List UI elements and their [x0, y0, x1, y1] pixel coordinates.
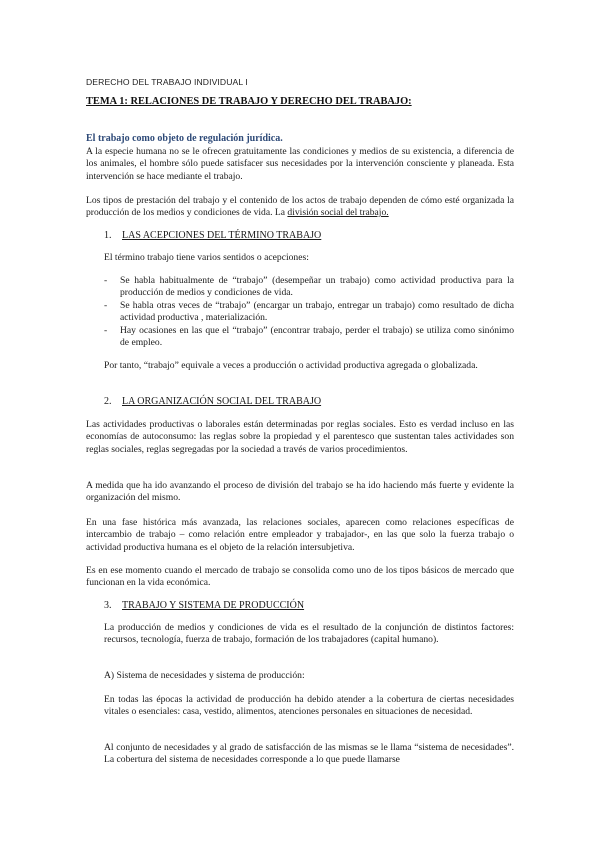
section-heading-2: [104, 396, 321, 408]
list-item: [104, 275, 514, 300]
tipos-paragraph: [86, 195, 514, 220]
section-heading-1: [104, 230, 321, 242]
section-subheading: El trabajo como objeto de regulación jurídica.: [86, 133, 283, 144]
produccion-subheading-a: A) Sistema de necesidades y sistema de producción:: [104, 670, 305, 681]
list-item: [104, 300, 514, 325]
organizacion-paragraph-4: Es en ese momento cuando el mercado de trabajo se consolida como uno de los tipos básicos de mercado que funcionan en la vida económica.: [86, 565, 514, 589]
produccion-paragraph-3: Al conjunto de necesidades y al grado de satisfacción de las mismas se le llama “sistema de necesidades”. La cobertura del sistema de necesidades corresponde a lo que puede llamarse: [104, 742, 514, 766]
produccion-paragraph-2: En todas las épocas la actividad de producción ha debido atender a la cobertura de ciertas necesidades vitales o esenciales: casa, vestido, alimentos, atenciones personales en situaciones de necesidad.: [104, 694, 514, 718]
bullet-dash: -: [104, 275, 108, 286]
document-header: DERECHO DEL TRABAJO INDIVIDUAL I: [86, 77, 248, 87]
list-item: [104, 325, 514, 350]
intro-paragraph: A la especie humana no se le ofrecen gratuitamente las condiciones y medios de su existencia, a diferencia de los animales, el hombre sólo puede satisfacer sus necesidades por la intervención consciente y planeada. Esta intervención se hace mediante el trabajo.: [86, 146, 514, 182]
section-heading-3: [104, 600, 304, 612]
section-number: 3.: [104, 600, 112, 611]
list-item-text: Se habla habitualmente de “trabajo” (desempeñar un trabajo) como actividad productiva para la producción de medios y condiciones de vida.: [120, 275, 514, 299]
organizacion-paragraph-2: A medida que ha ido avanzando el proceso de división del trabajo se ha ido haciendo más fuerte y evidente la organización del mismo.: [86, 480, 514, 504]
organizacion-paragraph-1: Las actividades productivas o laborales están determinadas por reglas sociales. Esto es verdad incluso en las economías de autoconsumo: las reglas sobre la propiedad y el parentesco que sustentan tales actividades son reglas sociales, reglas segregadas por la sociedad a través de varios procedimientos.: [86, 419, 514, 455]
division-social-link: división social del trabajo.: [287, 207, 389, 219]
tipos-text: Los tipos de prestación del trabajo y el contenido de los actos de trabajo dependen de cómo esté organizada la producción de los medios y condiciones de vida. La: [86, 195, 514, 219]
section-label: LA ORGANIZACIÓN SOCIAL DEL TRABAJO: [122, 396, 322, 407]
section-label: LAS ACEPCIONES DEL TÉRMINO TRABAJO: [122, 230, 322, 241]
page-title: TEMA 1: RELACIONES DE TRABAJO Y DERECHO DEL TRABAJO:: [86, 96, 412, 107]
acepciones-intro: El término trabajo tiene varios sentidos o acepciones:: [104, 252, 309, 263]
produccion-paragraph-1: La producción de medios y condiciones de vida es el resultado de la conjunción de distintos factores: recursos, tecnología, fuerza de trabajo, formación de los trabajadores (capital humano).: [104, 622, 514, 646]
section-label: TRABAJO Y SISTEMA DE PRODUCCIÓN: [122, 600, 305, 611]
section-number: 1.: [104, 230, 112, 241]
list-item-text: Hay ocasiones en las que el “trabajo” (encontrar trabajo, perder el trabajo) se utiliza como sinónimo de empleo.: [120, 325, 514, 349]
organizacion-paragraph-3: En una fase histórica más avanzada, las relaciones sociales, aparecen como relaciones específicas de intercambio de trabajo – como relación entre empleador y trabajador-, en las que solo la fuerza trabajo o actividad productiva humana es el objeto de la relación intersubjetiva.: [86, 517, 514, 553]
bullet-dash: -: [104, 300, 108, 311]
section-number: 2.: [104, 396, 112, 407]
bullet-dash: -: [104, 325, 108, 336]
list-item-text: Se habla otras veces de “trabajo” (encargar un trabajo, entregar un trabajo) como resultado de dicha actividad productiva , materialización.: [120, 300, 514, 324]
por-tanto-paragraph: Por tanto, “trabajo” equivale a veces a producción o actividad productiva agregada o globalizada.: [104, 360, 478, 371]
